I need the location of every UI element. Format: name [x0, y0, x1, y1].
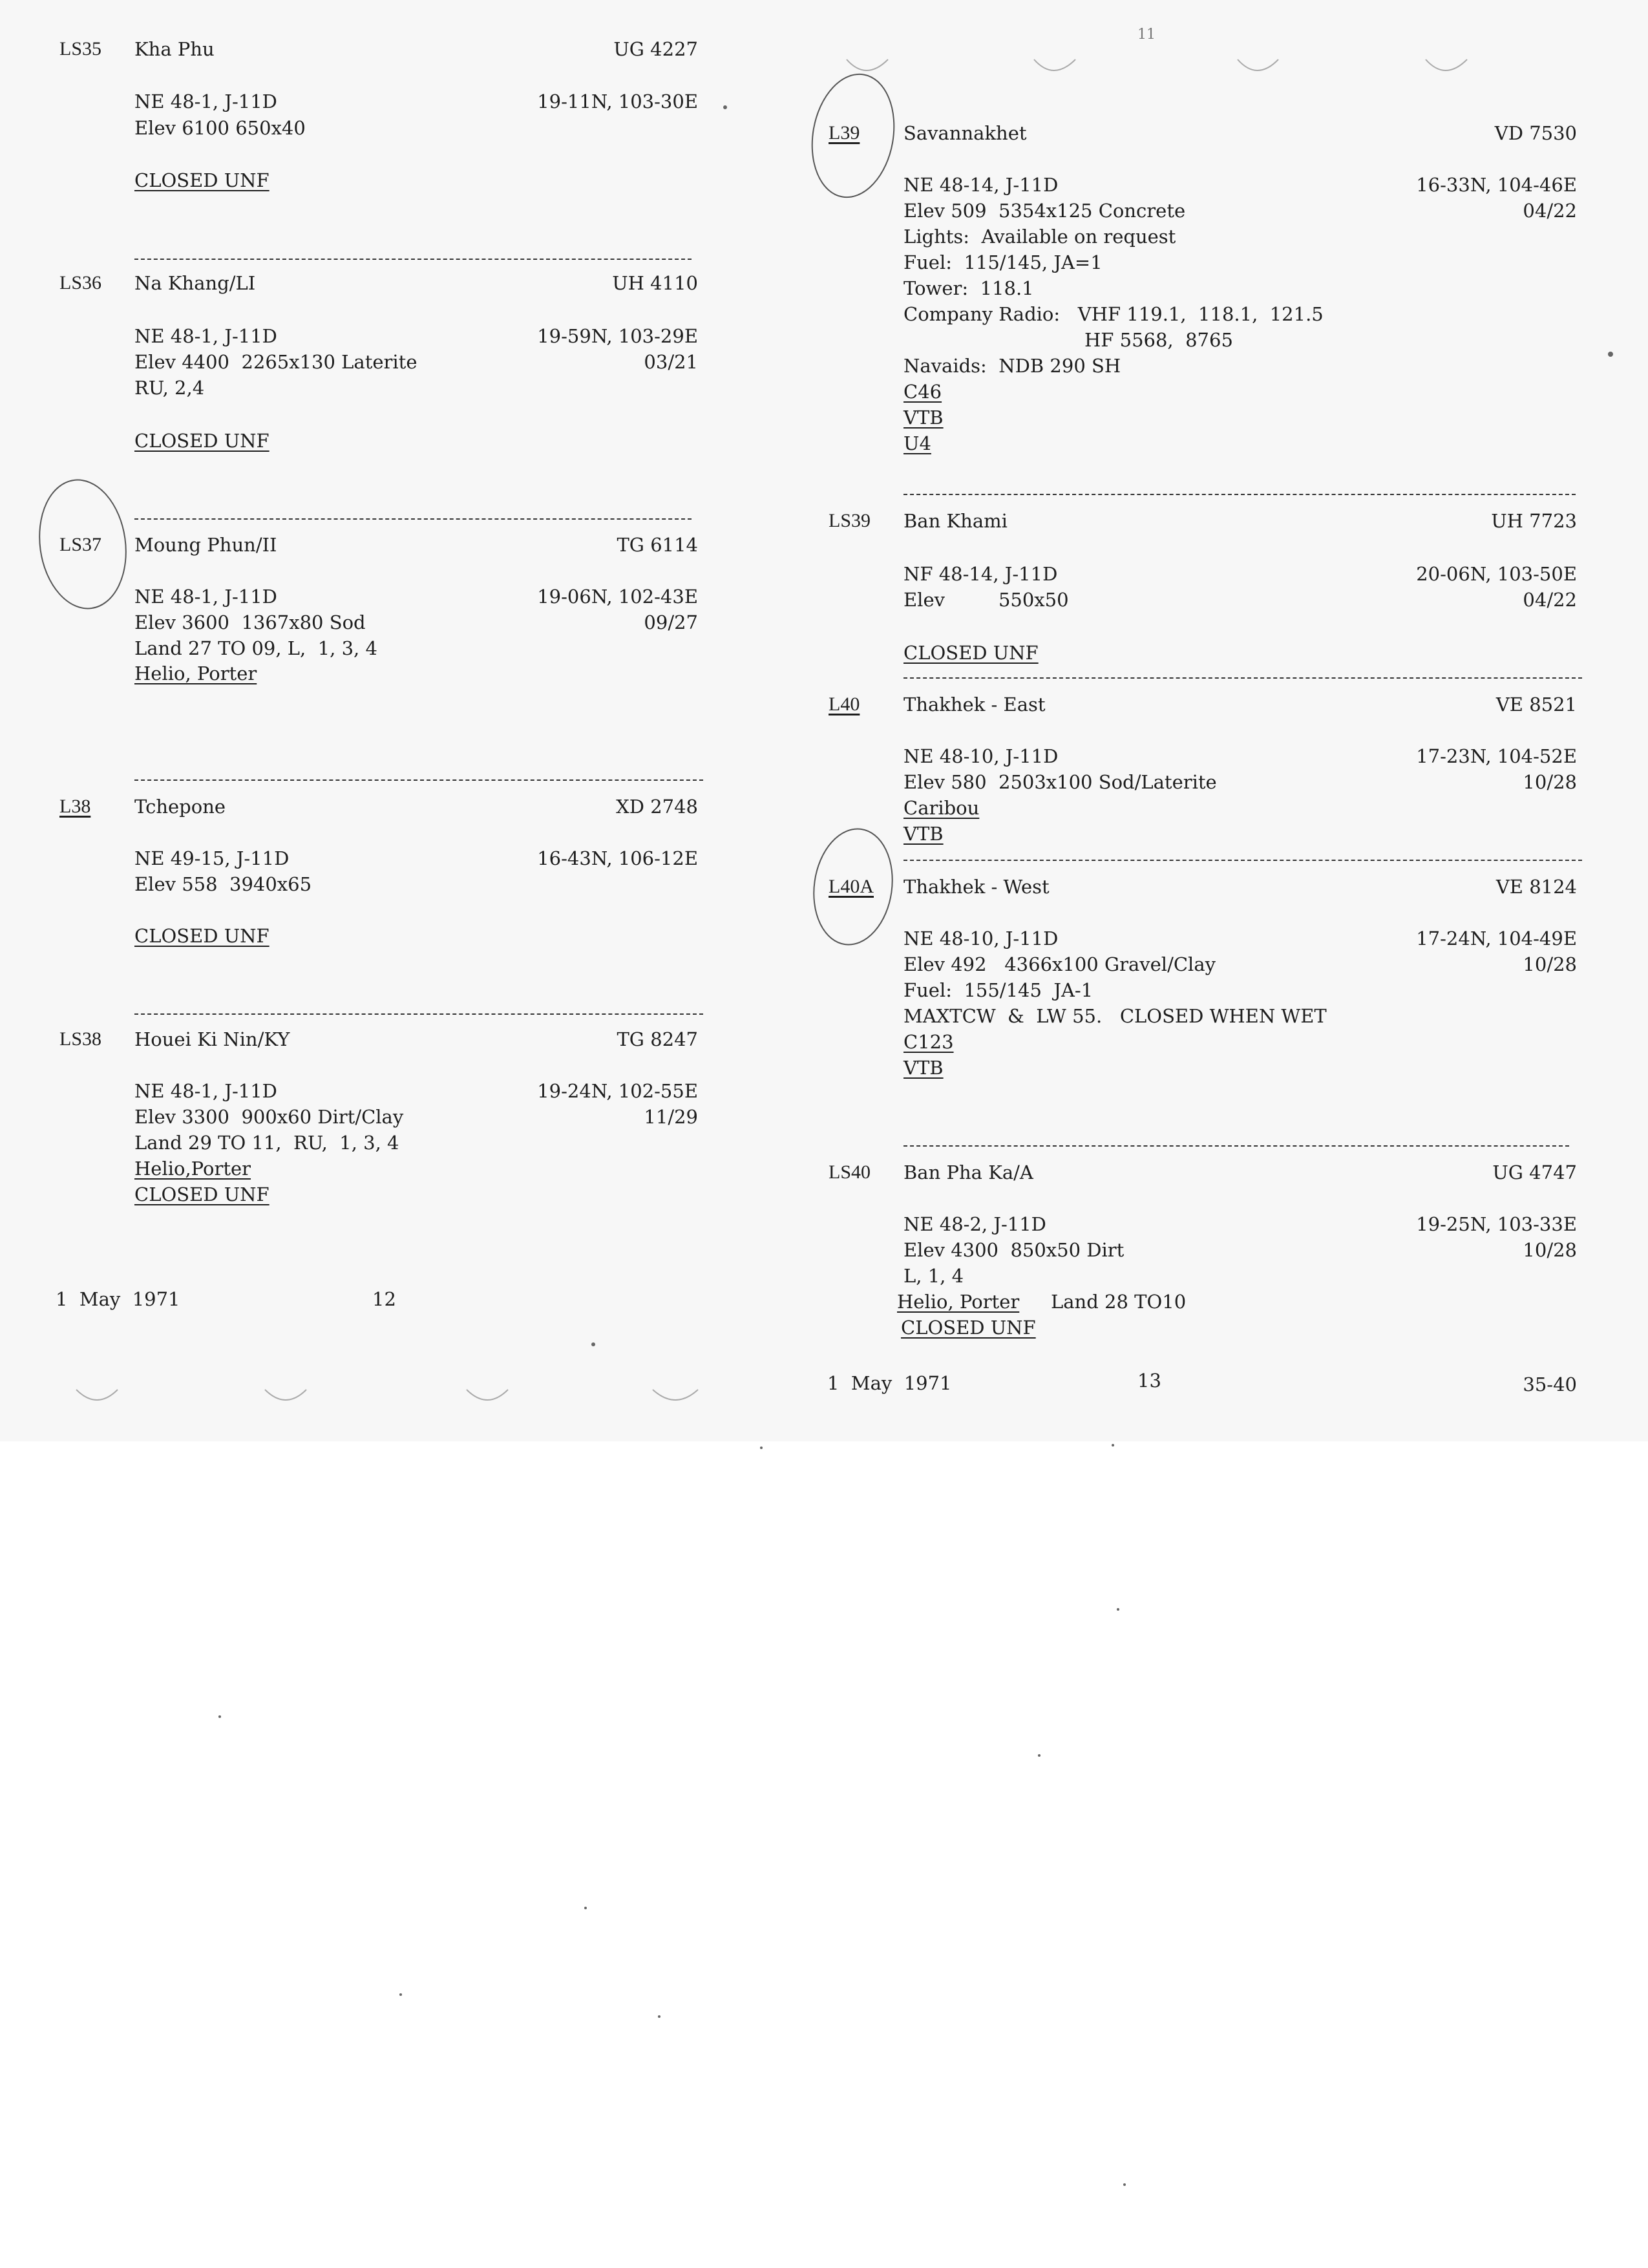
entry-grid: VD 7530	[1494, 122, 1577, 144]
speck	[399, 1993, 402, 1996]
speck	[1038, 1754, 1041, 1757]
entry-extra: L, 1, 4	[903, 1265, 964, 1287]
entry-extra: Land 27 TO 09, L, 1, 3, 4	[134, 637, 377, 659]
speck	[584, 1907, 587, 1909]
entry-elev: Elev 558 3940x65	[134, 873, 312, 895]
entry-chart: NE 48-1, J-11D	[134, 90, 277, 112]
entry-date: 09/27	[644, 611, 698, 633]
aircraft-item: Caribou	[903, 797, 980, 819]
entry-land: Land 28 TO10	[1051, 1291, 1187, 1313]
entry-name: Thakhek - West	[903, 876, 1050, 898]
entry-name: Savannakhet	[903, 122, 1027, 144]
aircraft-item: VTB	[903, 1057, 944, 1079]
punch-hole-icon	[1238, 59, 1278, 70]
footer-date: 1 May 1971	[827, 1372, 952, 1394]
entry-elev: Elev 6100 650x40	[134, 117, 306, 139]
entry-navaids: Navaids: NDB 290 SH	[903, 355, 1121, 377]
page-12	[0, 0, 756, 1441]
entry-grid: XD 2748	[616, 796, 698, 818]
speck	[1123, 2183, 1126, 2186]
footer-page-number: 13	[1137, 1370, 1161, 1392]
page-13	[756, 0, 1648, 1441]
entry-elev: Elev 4400 2265x130 Laterite	[134, 351, 417, 373]
entry-coords: 19-25N, 103-33E	[1416, 1213, 1577, 1235]
speck	[591, 1342, 595, 1346]
aircraft-item: C123	[903, 1031, 954, 1053]
punch-hole-icon	[467, 1390, 508, 1400]
entry-fuel: Fuel: 155/145 JA-1	[903, 979, 1093, 1001]
aircraft-item: VTB	[903, 407, 944, 429]
punch-hole-icon	[1426, 59, 1467, 70]
punch-hole-icon	[653, 1390, 698, 1400]
entry-name: Ban Pha Ka/A	[903, 1161, 1033, 1183]
entry-status: CLOSED UNF	[134, 169, 269, 191]
entry-date: 10/28	[1523, 953, 1577, 975]
entry-id: L40A	[829, 876, 874, 897]
entry-radio: Company Radio: VHF 119.1, 118.1, 121.5	[903, 303, 1324, 325]
speck	[760, 1447, 763, 1449]
entry-grid: TG 6114	[617, 534, 698, 556]
entry-id: LS36	[59, 272, 102, 293]
entry-chart: NE 48-10, J-11D	[903, 745, 1059, 767]
entry-chart: NE 49-15, J-11D	[134, 847, 290, 869]
entry-name: Kha Phu	[134, 38, 215, 60]
entry-chart: NF 48-14, J-11D	[903, 563, 1058, 585]
entry-name: Ban Khami	[903, 510, 1008, 532]
entry-grid: UG 4227	[613, 38, 698, 60]
footer-date: 1 May 1971	[56, 1288, 180, 1310]
entry-grid: UG 4747	[1492, 1161, 1577, 1183]
punch-hole-icon	[76, 1390, 118, 1400]
entry-elev: Elev 492 4366x100 Gravel/Clay	[903, 953, 1216, 975]
footer-page-number: 12	[372, 1288, 396, 1310]
entry-grid: VE 8521	[1495, 694, 1577, 715]
punch-hole-icon	[1034, 59, 1075, 70]
entry-status: CLOSED UNF	[901, 1317, 1036, 1339]
speck	[1608, 352, 1613, 357]
handwritten-circle-icon	[807, 824, 900, 950]
page-top-mark: 11	[1137, 26, 1156, 43]
entry-chart: NE 48-1, J-11D	[134, 1080, 277, 1102]
aircraft-item: VTB	[903, 823, 944, 845]
entry-coords: 17-24N, 104-49E	[1416, 927, 1577, 949]
entry-id: LS40	[829, 1161, 871, 1183]
entry-chart: NE 48-2, J-11D	[903, 1213, 1046, 1235]
entry-name: Na Khang/LI	[134, 272, 256, 294]
ink-marks	[0, 0, 756, 1441]
entry-coords: 19-06N, 102-43E	[537, 586, 698, 608]
entry-coords: 19-59N, 103-29E	[537, 325, 698, 347]
entry-aircraft: Helio,Porter	[134, 1158, 251, 1180]
entry-coords: 20-06N, 103-50E	[1416, 563, 1577, 585]
aircraft-item: U4	[903, 432, 931, 454]
entry-date: 03/21	[644, 351, 698, 373]
entry-coords: 19-24N, 102-55E	[537, 1080, 698, 1102]
entry-chart: NE 48-14, J-11D	[903, 174, 1059, 196]
entry-aircraft: Helio, Porter	[134, 662, 257, 684]
entry-id: LS35	[59, 38, 102, 59]
entry-id: L40	[829, 694, 860, 715]
entry-date: 11/29	[644, 1106, 698, 1128]
entry-elev: Elev 3600 1367x80 Sod	[134, 611, 366, 633]
entry-grid: VE 8124	[1495, 876, 1577, 898]
speck	[658, 2015, 660, 2018]
entry-status: CLOSED UNF	[134, 925, 269, 947]
entry-id: L38	[59, 796, 91, 817]
punch-hole-icon	[847, 59, 888, 70]
footer-section-range: 35-40	[1523, 1373, 1577, 1395]
entry-date: 04/22	[1523, 200, 1577, 222]
entry-id: L39	[829, 122, 860, 143]
entry-elev: Elev 509 5354x125 Concrete	[903, 200, 1186, 222]
entry-coords: 17-23N, 104-52E	[1416, 745, 1577, 767]
entry-elev: Elev 4300 850x50 Dirt	[903, 1239, 1125, 1261]
entry-status: CLOSED UNF	[903, 642, 1039, 664]
entry-chart: NE 48-10, J-11D	[903, 927, 1059, 949]
entry-date: 04/22	[1523, 589, 1577, 611]
entry-name: Moung Phun/II	[134, 534, 277, 556]
entry-chart: NE 48-1, J-11D	[134, 586, 277, 608]
aircraft-item: C46	[903, 381, 942, 403]
entry-coords: 16-33N, 104-46E	[1416, 174, 1577, 196]
entry-grid: UH 7723	[1491, 510, 1577, 532]
entry-tower: Tower: 118.1	[903, 277, 1034, 299]
entry-lights: Lights: Available on request	[903, 226, 1176, 248]
speck	[723, 105, 727, 109]
speck	[1112, 1444, 1114, 1447]
entry-fuel: Fuel: 115/145, JA=1	[903, 251, 1103, 273]
handwritten-circle-icon	[803, 68, 903, 204]
entry-grid: TG 8247	[617, 1028, 698, 1050]
entry-radio-hf: HF 5568, 8765	[1084, 329, 1233, 351]
entry-id: LS39	[829, 510, 871, 531]
entry-date: 10/28	[1523, 1239, 1577, 1261]
ink-marks	[756, 0, 1648, 1441]
entry-elev: Elev 580 2503x100 Sod/Laterite	[903, 771, 1217, 793]
speck	[1117, 1608, 1119, 1611]
handwritten-circle-icon	[32, 474, 134, 614]
entry-extra: Land 29 TO 11, RU, 1, 3, 4	[134, 1132, 399, 1154]
entry-note: MAXTCW & LW 55. CLOSED WHEN WET	[903, 1005, 1327, 1027]
entry-name: Thakhek - East	[903, 694, 1046, 715]
entry-coords: 16-43N, 106-12E	[537, 847, 698, 869]
entry-extra: RU, 2,4	[134, 377, 205, 399]
entry-chart: NE 48-1, J-11D	[134, 325, 277, 347]
entry-date: 10/28	[1523, 771, 1577, 793]
entry-id: LS38	[59, 1028, 102, 1050]
entry-status: CLOSED UNF	[134, 1183, 269, 1205]
entry-aircraft: Helio, Porter	[897, 1291, 1020, 1313]
entry-grid: UH 4110	[612, 272, 698, 294]
entry-elev: Elev 3300 900x60 Dirt/Clay	[134, 1106, 404, 1128]
entry-coords: 19-11N, 103-30E	[537, 90, 698, 112]
speck	[218, 1715, 221, 1718]
entry-id: LS37	[59, 534, 102, 555]
punch-hole-icon	[265, 1390, 306, 1400]
entry-elev: Elev 550x50	[903, 589, 1069, 611]
entry-name: Houei Ki Nin/KY	[134, 1028, 290, 1050]
entry-name: Tchepone	[134, 796, 226, 818]
entry-status: CLOSED UNF	[134, 430, 269, 452]
